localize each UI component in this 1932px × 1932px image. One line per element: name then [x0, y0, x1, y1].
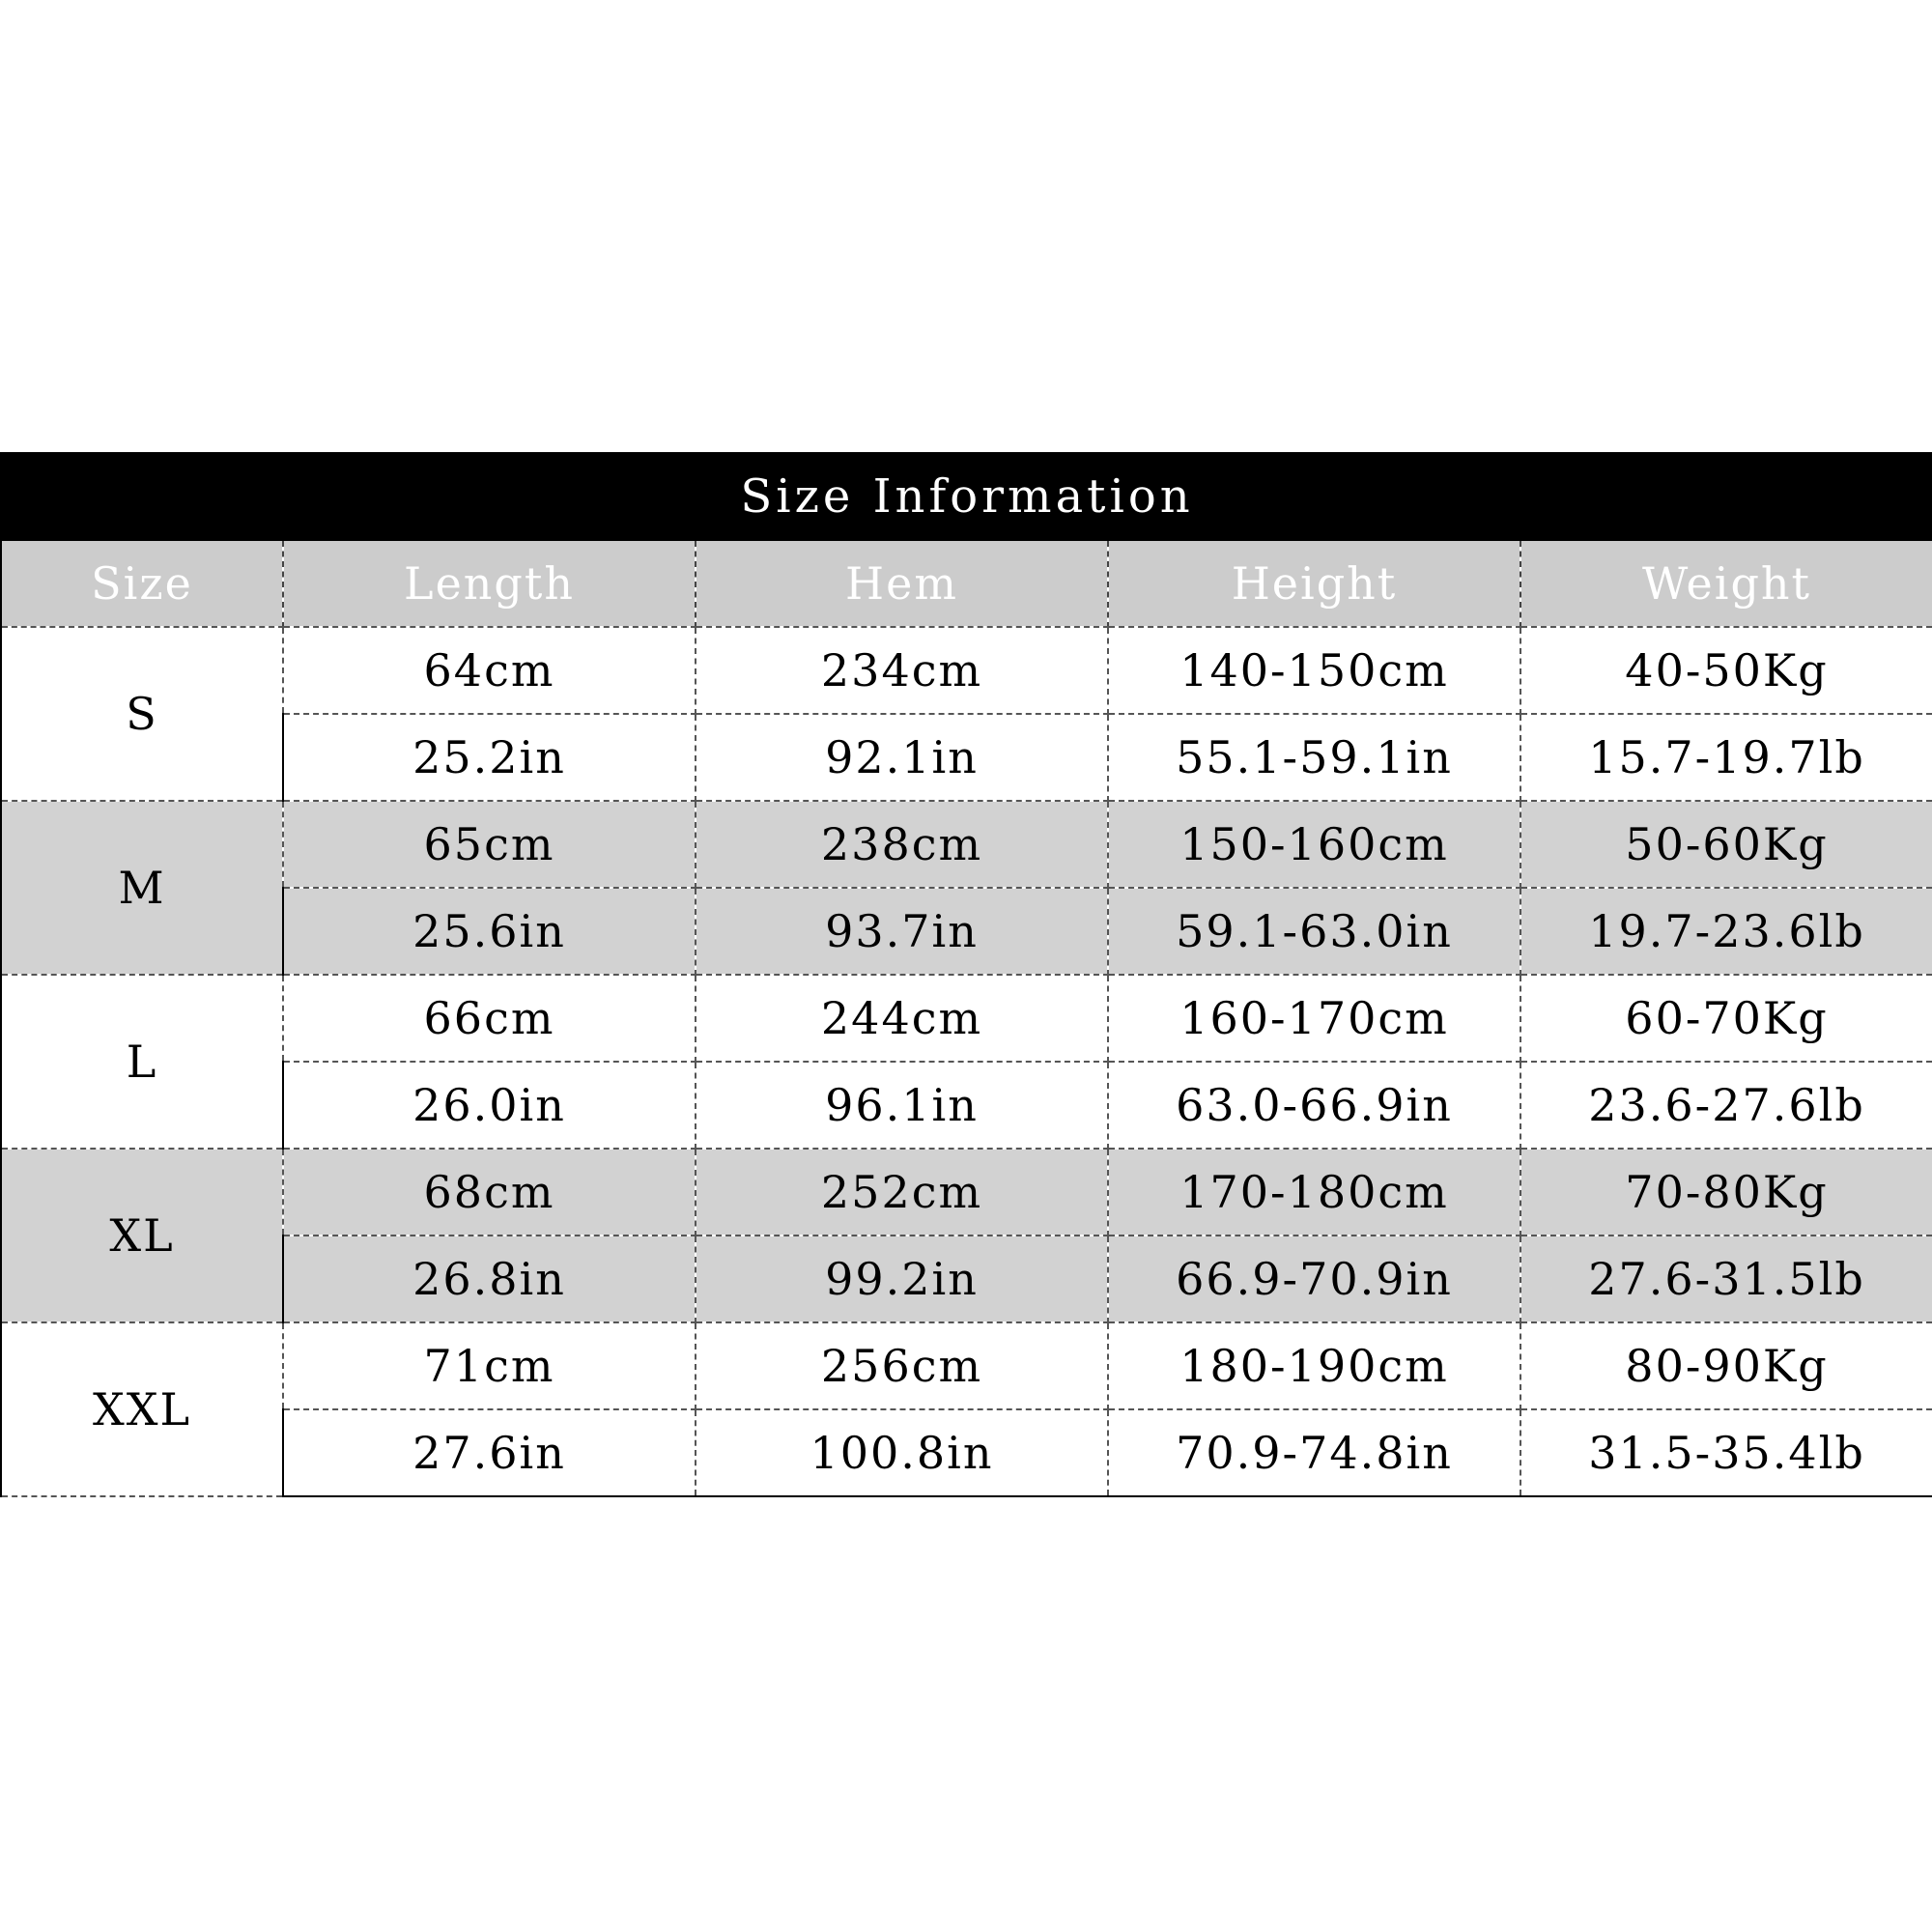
length-cm: 65cm: [283, 801, 696, 888]
hem-cm: 234cm: [696, 627, 1108, 714]
height-in: 66.9-70.9in: [1108, 1236, 1520, 1322]
weight-kg: 60-70Kg: [1520, 975, 1932, 1062]
height-cm: 150-160cm: [1108, 801, 1520, 888]
height-cm: 170-180cm: [1108, 1149, 1520, 1236]
height-cm: 160-170cm: [1108, 975, 1520, 1062]
table-row: [1, 888, 1932, 975]
table-row: [1, 714, 1932, 801]
table-row: [1, 627, 1932, 714]
weight-kg: 80-90Kg: [1520, 1322, 1932, 1409]
length-in: 26.8in: [283, 1236, 696, 1322]
hem-cm: 256cm: [696, 1322, 1108, 1409]
length-cm: 66cm: [283, 975, 696, 1062]
hem-in: 93.7in: [696, 888, 1108, 975]
length-in: 26.0in: [283, 1062, 696, 1149]
length-in: 27.6in: [283, 1409, 696, 1496]
height-in: 59.1-63.0in: [1108, 888, 1520, 975]
table-row: [1, 1236, 1932, 1322]
height-in: 55.1-59.1in: [1108, 714, 1520, 801]
weight-lb: 19.7-23.6lb: [1520, 888, 1932, 975]
table-row: [1, 1409, 1932, 1496]
weight-lb: 27.6-31.5lb: [1520, 1236, 1932, 1322]
weight-lb: 31.5-35.4lb: [1520, 1409, 1932, 1496]
hem-in: 92.1in: [696, 714, 1108, 801]
header-weight: Weight: [1520, 540, 1932, 627]
header-length: Length: [283, 540, 696, 627]
hem-in: 96.1in: [696, 1062, 1108, 1149]
weight-kg: 70-80Kg: [1520, 1149, 1932, 1236]
hem-cm: 252cm: [696, 1149, 1108, 1236]
length-cm: 68cm: [283, 1149, 696, 1236]
table-row: [1, 1149, 1932, 1236]
table-row: [1, 801, 1932, 888]
chart-title: Size Information: [1, 453, 1932, 540]
weight-lb: 15.7-19.7lb: [1520, 714, 1932, 801]
size-chart-table: [0, 452, 1932, 1497]
hem-cm: 244cm: [696, 975, 1108, 1062]
length-cm: 71cm: [283, 1322, 696, 1409]
size-label: XL: [1, 1149, 283, 1322]
header-hem: Hem: [696, 540, 1108, 627]
length-in: 25.2in: [283, 714, 696, 801]
table-row: [1, 975, 1932, 1062]
weight-kg: 50-60Kg: [1520, 801, 1932, 888]
weight-kg: 40-50Kg: [1520, 627, 1932, 714]
table-row: [1, 1062, 1932, 1149]
hem-cm: 238cm: [696, 801, 1108, 888]
title-row: [1, 453, 1932, 540]
header-height: Height: [1108, 540, 1520, 627]
height-cm: 140-150cm: [1108, 627, 1520, 714]
height-in: 70.9-74.8in: [1108, 1409, 1520, 1496]
size-label: XXL: [1, 1322, 283, 1496]
header-size: Size: [1, 540, 283, 627]
weight-lb: 23.6-27.6lb: [1520, 1062, 1932, 1149]
height-cm: 180-190cm: [1108, 1322, 1520, 1409]
table-row: [1, 1322, 1932, 1409]
height-in: 63.0-66.9in: [1108, 1062, 1520, 1149]
size-label: M: [1, 801, 283, 975]
header-row: [1, 540, 1932, 627]
length-in: 25.6in: [283, 888, 696, 975]
length-cm: 64cm: [283, 627, 696, 714]
hem-in: 99.2in: [696, 1236, 1108, 1322]
hem-in: 100.8in: [696, 1409, 1108, 1496]
size-label: L: [1, 975, 283, 1149]
size-label: S: [1, 627, 283, 801]
